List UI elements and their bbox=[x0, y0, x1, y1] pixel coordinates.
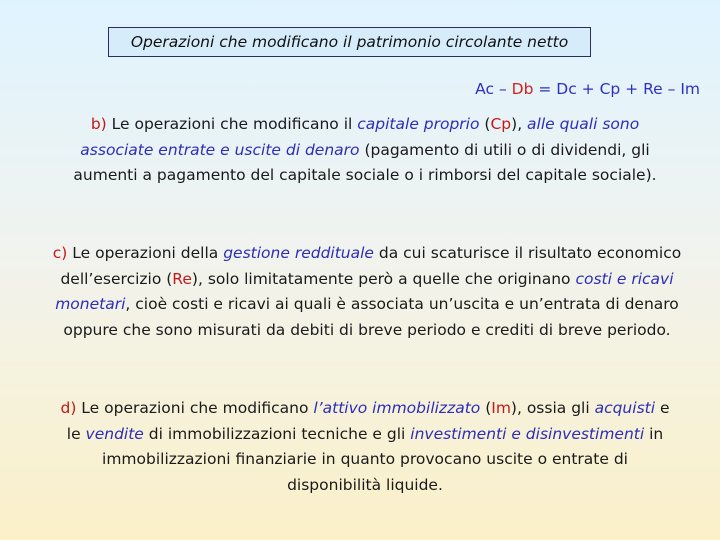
paragraph-text: , cioè costi e ricavi ai quali è associata un’uscita e un’entrata di denaro oppure che sono misurati da debiti di breve periodo e crediti di breve periodo. bbox=[63, 295, 679, 339]
emphasis-text: costi e ricavi monetari bbox=[55, 269, 674, 313]
formula-minus: – bbox=[662, 80, 681, 98]
emphasis-text: investimenti e disinvestimenti bbox=[410, 424, 645, 443]
formula-equals: = bbox=[533, 80, 557, 98]
formula-im: Im bbox=[680, 80, 700, 98]
paragraph-d bbox=[60, 396, 670, 498]
emphasis-text: vendite bbox=[85, 424, 144, 443]
formula bbox=[475, 80, 700, 98]
paragraph-text: ), bbox=[511, 115, 528, 133]
formula-plus: + bbox=[576, 80, 600, 98]
emphasis-text: alle quali sono associate entrate e uscite di denaro bbox=[80, 115, 640, 159]
paragraph-text: Le operazioni della bbox=[67, 244, 224, 262]
paragraph-text: Le operazioni che modificano bbox=[76, 399, 314, 417]
paragraph-text: (pagamento di utili o di dividendi, gli aumenti a pagamento del capitale sociale o i rimborsi del capitale sociale). bbox=[73, 140, 657, 184]
code-re: Re bbox=[172, 269, 192, 288]
paragraph-text: Le operazioni che modificano il bbox=[106, 115, 358, 133]
paragraph-text: di immobilizzazioni tecniche e gli bbox=[143, 424, 411, 443]
paragraph-c bbox=[52, 241, 682, 343]
formula-re: Re bbox=[643, 80, 663, 98]
paragraph-text: in immobilizzazioni finanziarie in quanto provocano uscite o entrate di disponibilità liquide. bbox=[102, 424, 664, 494]
code-cp: Cp bbox=[490, 115, 512, 133]
formula-plus: + bbox=[620, 80, 644, 98]
paragraph-label: b) bbox=[90, 115, 107, 133]
paragraph-b bbox=[55, 112, 675, 189]
emphasis-text: capitale proprio bbox=[357, 115, 480, 133]
formula-db: Db bbox=[511, 80, 534, 98]
paragraph-text: ), ossia gli bbox=[510, 399, 595, 417]
paragraph-text: ( bbox=[480, 399, 492, 417]
formula-cp: Cp bbox=[599, 80, 621, 98]
paragraph-label: d) bbox=[60, 399, 77, 417]
slide-title: Operazioni che modificano il patrimonio circolante netto bbox=[108, 27, 591, 57]
formula-dc: Dc bbox=[556, 80, 577, 98]
paragraph-text: e le bbox=[66, 399, 670, 443]
emphasis-text: acquisti bbox=[594, 399, 656, 417]
paragraph-text: da cui scaturisce il risultato economico dell’esercizio ( bbox=[60, 244, 682, 288]
formula-minus: – bbox=[494, 80, 512, 98]
emphasis-text: gestione reddituale bbox=[223, 244, 374, 262]
paragraph-text: ), solo limitatamente però a quelle che originano bbox=[191, 269, 576, 288]
formula-ac: Ac bbox=[475, 80, 495, 98]
emphasis-text: l’attivo immobilizzato bbox=[313, 399, 481, 417]
paragraph-text: ( bbox=[479, 115, 491, 133]
code-im: Im bbox=[491, 399, 511, 417]
paragraph-label: c) bbox=[52, 244, 68, 262]
